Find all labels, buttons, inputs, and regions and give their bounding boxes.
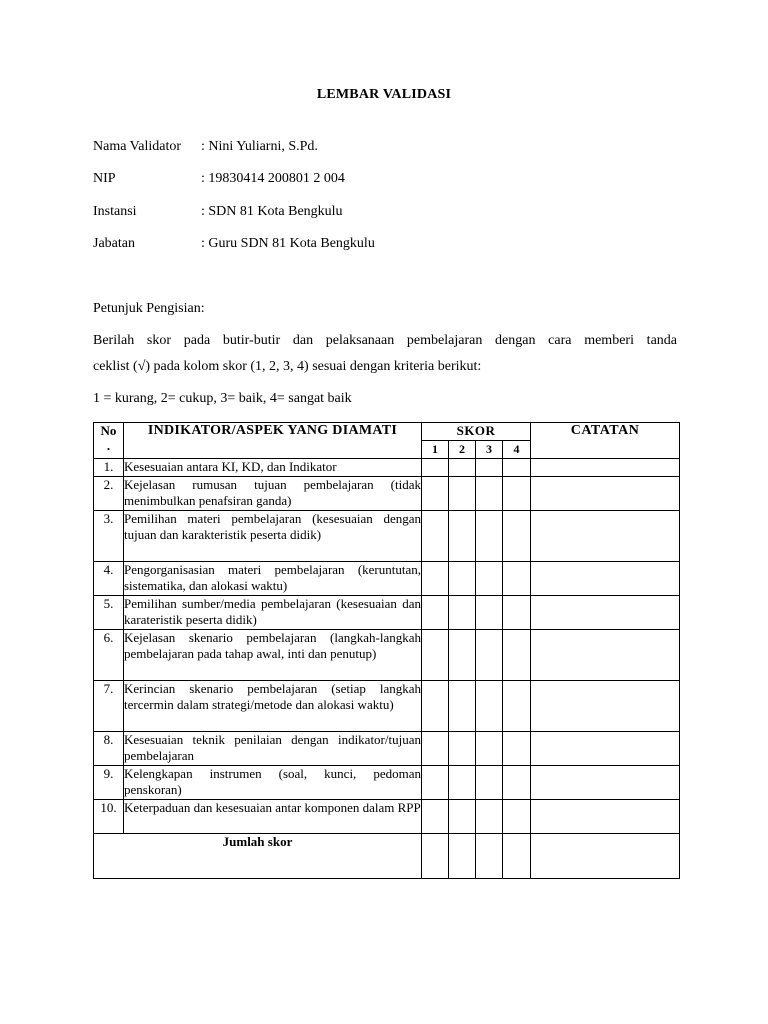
table-row [94,596,680,630]
notes-cell[interactable] [531,681,680,732]
row-indicator: Pemilihan materi pembelajaran (kesesuaian dengan tujuan dan karakteristik peserta didik) [124,511,422,562]
table-row [94,562,680,596]
notes-cell[interactable] [531,596,680,630]
score-cell-3[interactable] [476,459,503,477]
score-cell-2[interactable] [449,459,476,477]
header-indicator: INDIKATOR/ASPEK YANG DIAMATI [124,423,422,459]
row-indicator: Kerincian skenario pembelajaran (setiap langkah tercermin dalam strategi/metode dan alokasi waktu) [124,681,422,732]
header-score-3: 3 [476,441,503,459]
score-cell-2[interactable] [449,630,476,681]
score-cell-1[interactable] [422,766,449,800]
score-cell-3[interactable] [476,477,503,511]
row-number: 3. [94,511,124,562]
score-cell-3[interactable] [476,681,503,732]
validator-nip-row [93,171,345,187]
notes-cell[interactable] [531,800,680,834]
validator-name-row [93,139,318,155]
score-cell-3[interactable] [476,511,503,562]
table-row [94,800,680,834]
table-row [94,630,680,681]
validator-instansi-value: : SDN 81 Kota Bengkulu [201,204,343,219]
score-cell-2[interactable] [449,681,476,732]
score-cell-4[interactable] [503,766,531,800]
table-row [94,681,680,732]
notes-cell[interactable] [531,732,680,766]
validator-instansi-label: Instansi [93,204,137,219]
score-cell-3[interactable] [476,596,503,630]
total-score-4[interactable] [503,834,531,879]
total-score-1[interactable] [422,834,449,879]
row-indicator: Kejelasan rumusan tujuan pembelajaran (tidak menimbulkan penafsiran ganda) [124,477,422,511]
score-cell-4[interactable] [503,681,531,732]
row-indicator: Pemilihan sumber/media pembelajaran (kesesuaian dan karateristik peserta didik) [124,596,422,630]
validator-jabatan-label: Jabatan [93,236,135,251]
notes-cell[interactable] [531,630,680,681]
score-cell-3[interactable] [476,766,503,800]
score-cell-2[interactable] [449,596,476,630]
validator-jabatan-value: : Guru SDN 81 Kota Bengkulu [201,236,375,251]
total-label: Jumlah skor [94,834,422,879]
score-cell-3[interactable] [476,732,503,766]
notes-cell[interactable] [531,459,680,477]
row-number: 8. [94,732,124,766]
score-cell-4[interactable] [503,562,531,596]
row-number: 10. [94,800,124,834]
score-cell-4[interactable] [503,800,531,834]
row-indicator: Keterpaduan dan kesesuaian antar komponen dalam RPP [124,800,422,834]
notes-cell[interactable] [531,477,680,511]
table-row [94,732,680,766]
header-no [94,423,124,459]
score-cell-1[interactable] [422,477,449,511]
row-number: 7. [94,681,124,732]
row-number: 9. [94,766,124,800]
row-number: 5. [94,596,124,630]
instructions-line-1: Berilah skor pada butir-butir dan pelaksanaan pembelajaran dengan cara memberi tanda [93,333,677,348]
score-cell-3[interactable] [476,630,503,681]
score-cell-4[interactable] [503,459,531,477]
score-cell-1[interactable] [422,681,449,732]
notes-cell[interactable] [531,511,680,562]
table-row [94,459,680,477]
total-score-2[interactable] [449,834,476,879]
score-cell-4[interactable] [503,596,531,630]
total-notes[interactable] [531,834,680,879]
score-cell-1[interactable] [422,562,449,596]
validator-instansi-row [93,204,343,220]
row-indicator: Kejelasan skenario pembelajaran (langkah-langkah pembelajaran pada tahap awal, inti dan penutup) [124,630,422,681]
score-cell-3[interactable] [476,562,503,596]
header-catatan: CATATAN [531,423,680,459]
total-row [94,834,680,879]
score-cell-1[interactable] [422,596,449,630]
notes-cell[interactable] [531,766,680,800]
row-number: 2. [94,477,124,511]
notes-cell[interactable] [531,562,680,596]
header-score-1: 1 [422,441,449,459]
row-indicator: Pengorganisasian materi pembelajaran (keruntutan, sistematika, dan alokasi waktu) [124,562,422,596]
header-score-4: 4 [503,441,531,459]
score-cell-4[interactable] [503,630,531,681]
header-skor: SKOR [422,423,531,441]
table-row [94,766,680,800]
score-cell-2[interactable] [449,800,476,834]
validator-name-label: Nama Validator [93,139,181,154]
score-cell-1[interactable] [422,630,449,681]
score-cell-2[interactable] [449,766,476,800]
score-cell-4[interactable] [503,511,531,562]
score-cell-3[interactable] [476,800,503,834]
validator-name-value: : Nini Yuliarni, S.Pd. [201,139,318,154]
score-cell-2[interactable] [449,511,476,562]
row-indicator: Kesesuaian antara KI, KD, dan Indikator [124,459,422,477]
score-cell-2[interactable] [449,732,476,766]
validator-nip-label: NIP [93,171,116,186]
instructions-heading: Petunjuk Pengisian: [93,301,205,316]
row-indicator: Kelengkapan instrumen (soal, kunci, pedoman penskoran) [124,766,422,800]
table-row [94,477,680,511]
header-score-2: 2 [449,441,476,459]
score-criteria: 1 = kurang, 2= cukup, 3= baik, 4= sangat baik [93,391,352,406]
document-title: LEMBAR VALIDASI [316,87,452,102]
score-cell-1[interactable] [422,459,449,477]
total-score-3[interactable] [476,834,503,879]
score-cell-4[interactable] [503,477,531,511]
row-number: 4. [94,562,124,596]
instructions-line-2: ceklist (√) pada kolom skor (1, 2, 3, 4) sesuai dengan kriteria berikut: [93,359,482,374]
row-number: 6. [94,630,124,681]
score-cell-1[interactable] [422,511,449,562]
validation-table [93,422,680,879]
score-cell-1[interactable] [422,732,449,766]
validator-nip-value: : 19830414 200801 2 004 [201,171,345,186]
table-row [94,511,680,562]
row-indicator: Kesesuaian teknik penilaian dengan indikator/tujuan pembelajaran [124,732,422,766]
score-cell-2[interactable] [449,477,476,511]
score-cell-4[interactable] [503,732,531,766]
row-number: 1. [94,459,124,477]
score-cell-2[interactable] [449,562,476,596]
validator-jabatan-row [93,236,375,252]
score-cell-1[interactable] [422,800,449,834]
header-no-dot: . [106,438,111,453]
header-no-label: No [100,423,117,438]
